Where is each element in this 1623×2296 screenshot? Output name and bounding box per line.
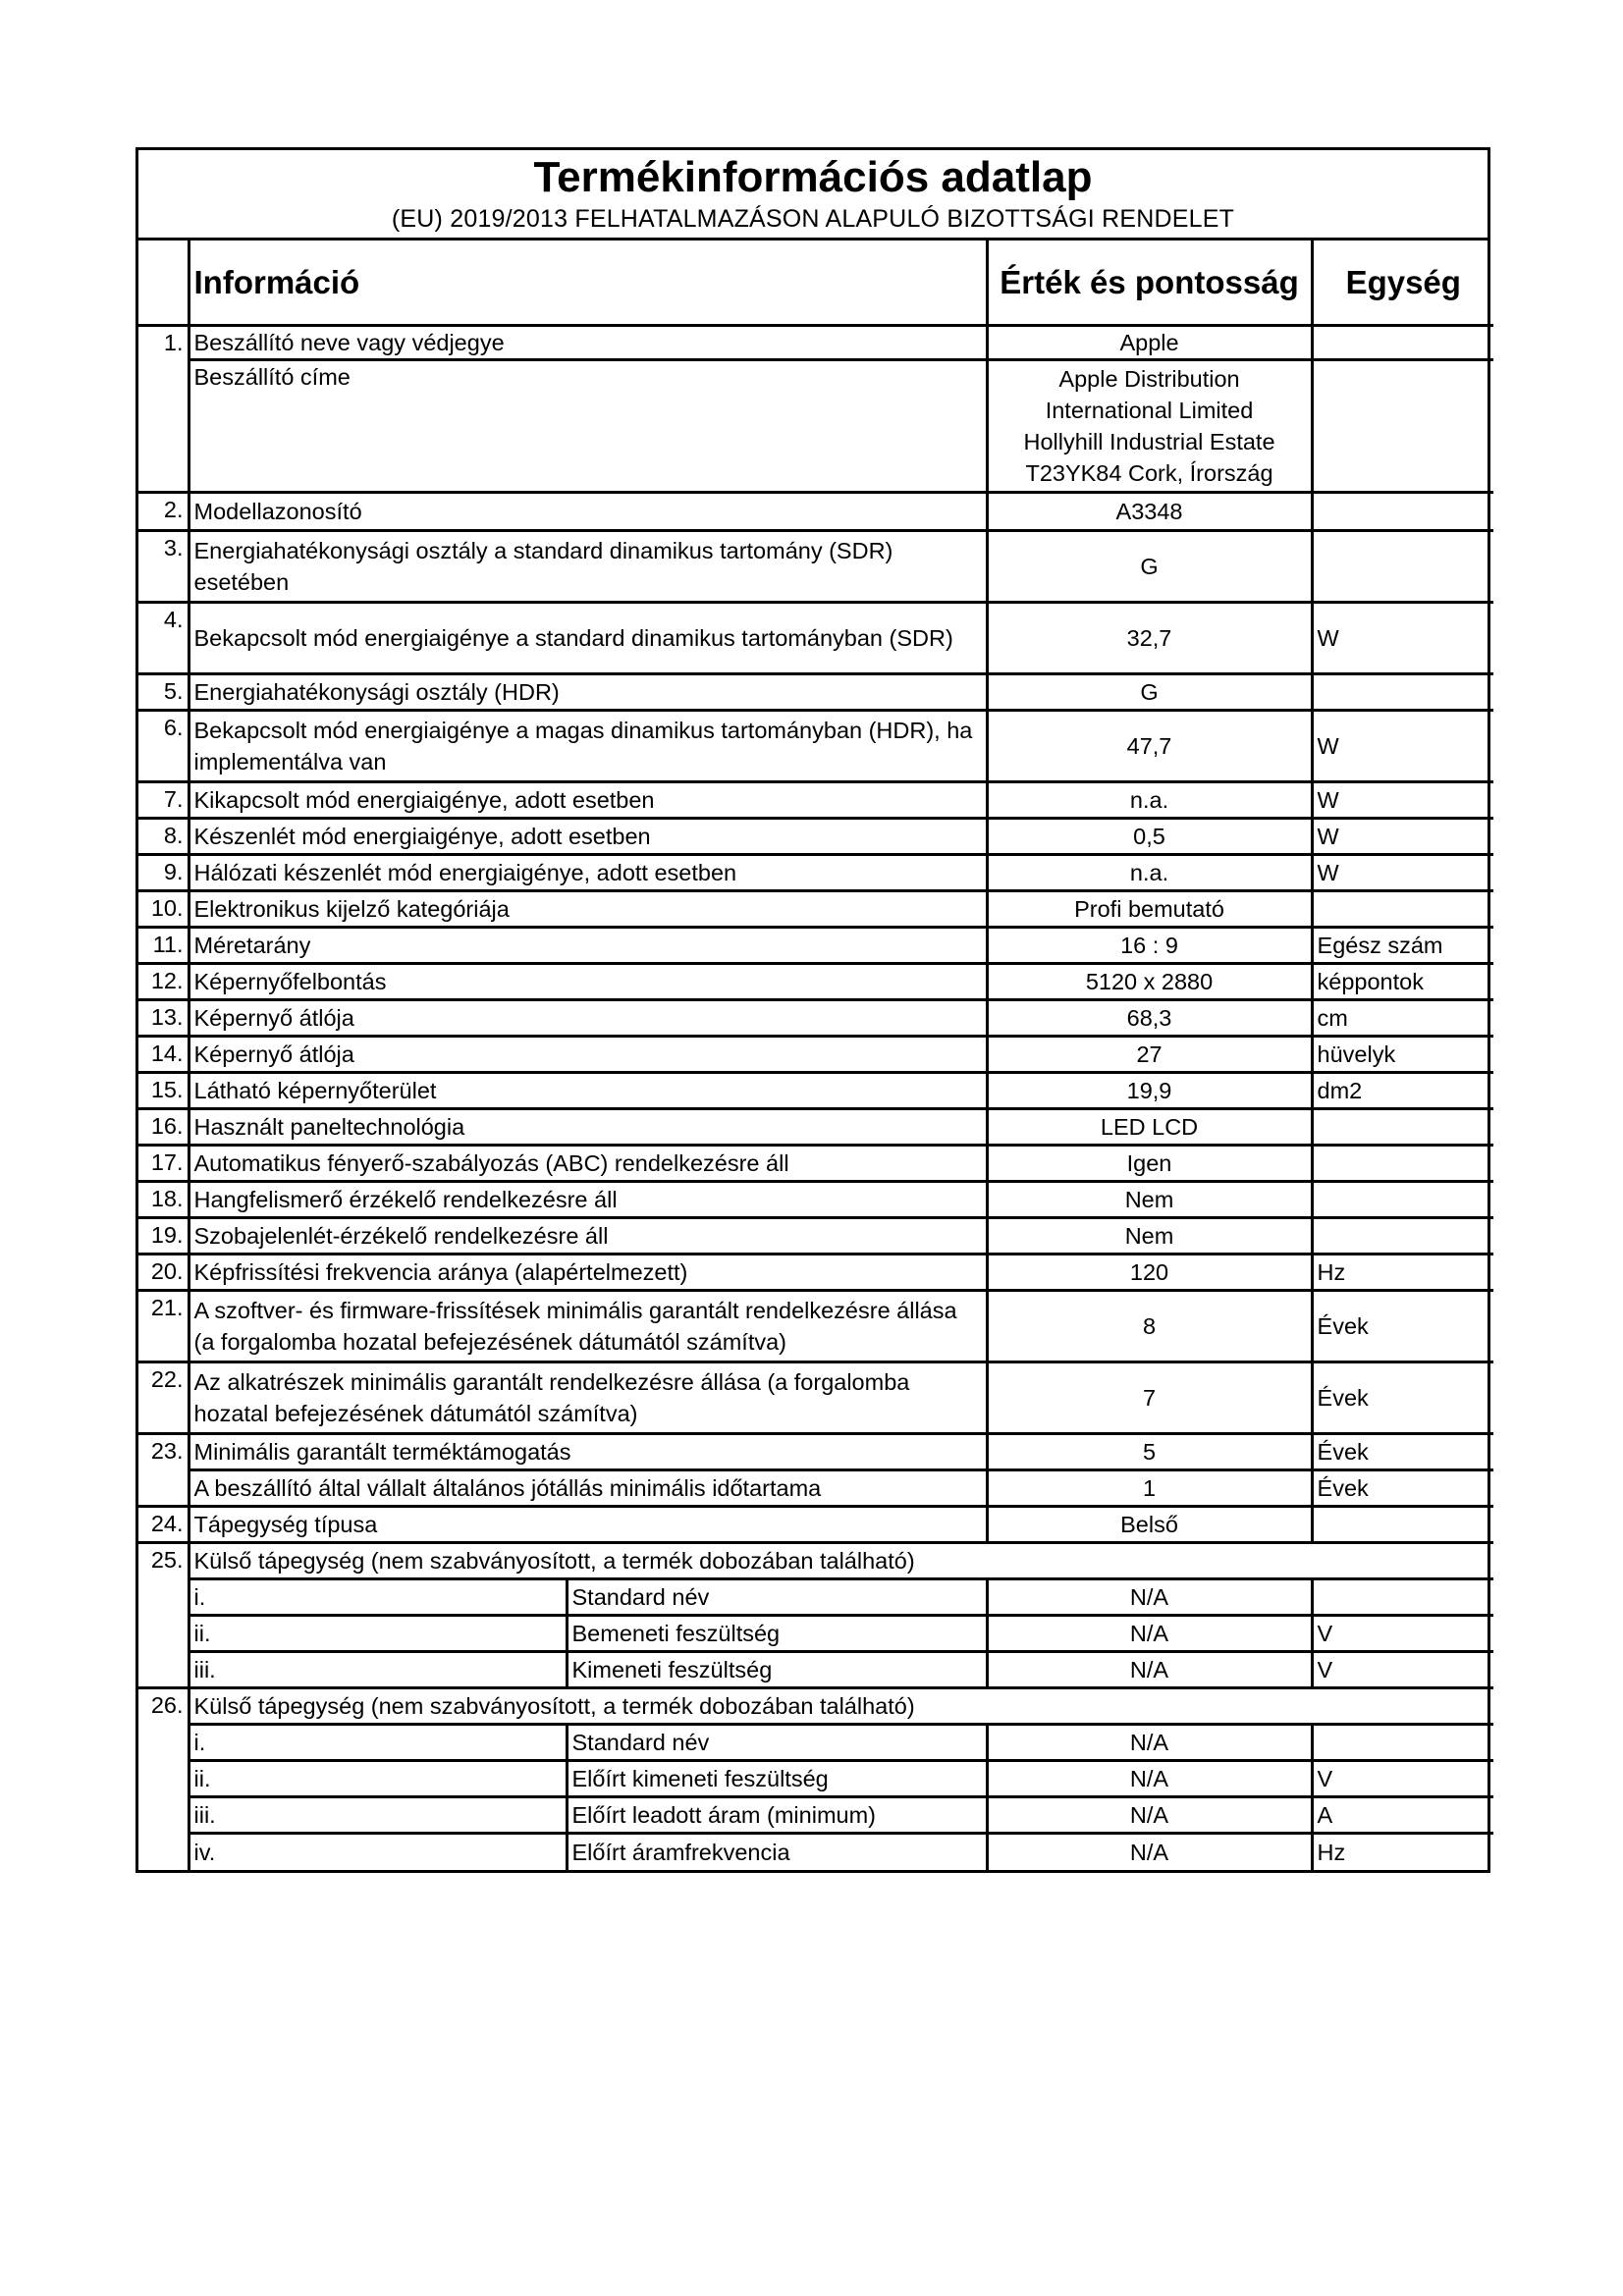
row-num: 11. bbox=[138, 928, 189, 964]
row-info: Modellazonosító bbox=[189, 493, 987, 531]
row-value: 68,3 bbox=[987, 1000, 1312, 1037]
table-row bbox=[138, 1470, 1493, 1507]
sub-unit: A bbox=[1312, 1797, 1493, 1834]
table-row bbox=[138, 1507, 1493, 1543]
row-value: 120 bbox=[987, 1255, 1312, 1291]
document-title: Termékinformációs adatlap bbox=[533, 153, 1093, 201]
row-unit: W bbox=[1312, 855, 1493, 891]
sub-row bbox=[138, 1761, 1493, 1797]
sub-label: Előírt kimeneti feszültség bbox=[567, 1761, 987, 1797]
row-value: Apple bbox=[987, 326, 1312, 360]
header-num bbox=[138, 240, 189, 326]
row-info: Beszállító neve vagy védjegye bbox=[189, 326, 987, 360]
row-unit: cm bbox=[1312, 1000, 1493, 1037]
section-title: Külső tápegység (nem szabványosított, a termék dobozában található) bbox=[189, 1543, 1493, 1579]
row-value: Profi bemutató bbox=[987, 891, 1312, 928]
row-num: 10. bbox=[138, 891, 189, 928]
sub-row bbox=[138, 1797, 1493, 1834]
row-num: 13. bbox=[138, 1000, 189, 1037]
row-value: 27 bbox=[987, 1037, 1312, 1073]
sub-label: Standard név bbox=[567, 1579, 987, 1616]
row-num-empty bbox=[138, 1725, 189, 1761]
row-num: 14. bbox=[138, 1037, 189, 1073]
row-info: Hálózati készenlét mód energiaigénye, adott esetben bbox=[189, 855, 987, 891]
row-num: 8. bbox=[138, 819, 189, 855]
row-num bbox=[138, 360, 189, 493]
row-num: 12. bbox=[138, 964, 189, 1000]
row-num: 15. bbox=[138, 1073, 189, 1109]
document-subtitle: (EU) 2019/2013 FELHATALMAZÁSON ALAPULÓ BIZOTTSÁGI RENDELET bbox=[391, 205, 1235, 233]
sub-label: Bemeneti feszültség bbox=[567, 1616, 987, 1652]
row-value: Nem bbox=[987, 1182, 1312, 1218]
table-header bbox=[138, 240, 1493, 326]
row-unit: Egész szám bbox=[1312, 928, 1493, 964]
sub-row bbox=[138, 1725, 1493, 1761]
info-table bbox=[138, 240, 1493, 1870]
row-num: 22. bbox=[138, 1362, 189, 1434]
row-num-empty bbox=[138, 1834, 189, 1870]
row-num: 24. bbox=[138, 1507, 189, 1543]
row-info: Szobajelenlét-érzékelő rendelkezésre áll bbox=[189, 1218, 987, 1255]
row-value: Nem bbox=[987, 1218, 1312, 1255]
row-num: 16. bbox=[138, 1109, 189, 1146]
product-information-sheet bbox=[135, 147, 1490, 1873]
row-unit bbox=[1312, 1182, 1493, 1218]
row-value: 0,5 bbox=[987, 819, 1312, 855]
sub-label: Előírt leadott áram (minimum) bbox=[567, 1797, 987, 1834]
table-row bbox=[138, 928, 1493, 964]
row-unit: Évek bbox=[1312, 1291, 1493, 1362]
sub-unit: V bbox=[1312, 1761, 1493, 1797]
row-unit: Hz bbox=[1312, 1255, 1493, 1291]
row-num: 18. bbox=[138, 1182, 189, 1218]
row-num: 2. bbox=[138, 493, 189, 531]
row-value: 5 bbox=[987, 1434, 1312, 1470]
row-num: 9. bbox=[138, 855, 189, 891]
row-unit: W bbox=[1312, 711, 1493, 782]
row-info: Minimális garantált terméktámogatás bbox=[189, 1434, 987, 1470]
row-info: Készenlét mód energiaigénye, adott esetben bbox=[189, 819, 987, 855]
row-value: A3348 bbox=[987, 493, 1312, 531]
table-row bbox=[138, 531, 1493, 603]
row-info: Képernyőfelbontás bbox=[189, 964, 987, 1000]
section-26-header bbox=[138, 1688, 1493, 1725]
row-num bbox=[138, 1470, 189, 1507]
row-info: Bekapcsolt mód energiaigénye a standard dinamikus tartományban (SDR) bbox=[189, 603, 987, 674]
row-info: Méretarány bbox=[189, 928, 987, 964]
sub-row bbox=[138, 1834, 1493, 1870]
table-row bbox=[138, 1182, 1493, 1218]
row-unit: képpontok bbox=[1312, 964, 1493, 1000]
table-row bbox=[138, 964, 1493, 1000]
section-25-header bbox=[138, 1543, 1493, 1579]
row-num: 23. bbox=[138, 1434, 189, 1470]
row-num: 7. bbox=[138, 782, 189, 819]
row-value: n.a. bbox=[987, 782, 1312, 819]
section-title: Külső tápegység (nem szabványosított, a termék dobozában található) bbox=[189, 1688, 1493, 1725]
table-row bbox=[138, 603, 1493, 674]
sub-unit: V bbox=[1312, 1652, 1493, 1688]
row-info: A beszállító által vállalt általános jótállás minimális időtartama bbox=[189, 1470, 987, 1507]
sub-index: ii. bbox=[189, 1616, 567, 1652]
row-info: Az alkatrészek minimális garantált rendelkezésre állása (a forgalomba hozatal befejezésének dátumától számítva) bbox=[189, 1362, 987, 1434]
row-num: 19. bbox=[138, 1218, 189, 1255]
row-value: n.a. bbox=[987, 855, 1312, 891]
row-num: 1. bbox=[138, 326, 189, 360]
row-num: 20. bbox=[138, 1255, 189, 1291]
row-info: A szoftver- és firmware-frissítések minimális garantált rendelkezésre állása (a forgalomba hozatal befejezésének dátumától számítva) bbox=[189, 1291, 987, 1362]
table-row bbox=[138, 1146, 1493, 1182]
row-info: Képfrissítési frekvencia aránya (alapértelmezett) bbox=[189, 1255, 987, 1291]
row-num: 25. bbox=[138, 1543, 189, 1579]
table-row bbox=[138, 493, 1493, 531]
row-unit: hüvelyk bbox=[1312, 1037, 1493, 1073]
row-num-empty bbox=[138, 1652, 189, 1688]
sub-index: i. bbox=[189, 1725, 567, 1761]
row-unit bbox=[1312, 1109, 1493, 1146]
row-unit bbox=[1312, 674, 1493, 711]
row-unit: Évek bbox=[1312, 1470, 1493, 1507]
row-num-empty bbox=[138, 1579, 189, 1616]
sub-index: ii. bbox=[189, 1761, 567, 1797]
table-row bbox=[138, 1434, 1493, 1470]
row-num-empty bbox=[138, 1761, 189, 1797]
row-value: 7 bbox=[987, 1362, 1312, 1434]
sub-row bbox=[138, 1616, 1493, 1652]
sub-value: N/A bbox=[987, 1652, 1312, 1688]
table-row bbox=[138, 326, 1493, 360]
sub-label: Standard név bbox=[567, 1725, 987, 1761]
row-info: Bekapcsolt mód energiaigénye a magas dinamikus tartományban (HDR), ha implementálva van bbox=[189, 711, 987, 782]
table-row bbox=[138, 360, 1493, 493]
row-value: 19,9 bbox=[987, 1073, 1312, 1109]
title-block bbox=[138, 150, 1488, 240]
row-unit bbox=[1312, 493, 1493, 531]
header-unit: Egység bbox=[1312, 240, 1493, 326]
table-row bbox=[138, 855, 1493, 891]
sub-label: Előírt áramfrekvencia bbox=[567, 1834, 987, 1870]
row-value: 1 bbox=[987, 1470, 1312, 1507]
row-num-empty bbox=[138, 1797, 189, 1834]
header-info: Információ bbox=[189, 240, 987, 326]
sub-row bbox=[138, 1652, 1493, 1688]
table-row bbox=[138, 711, 1493, 782]
header-value: Érték és pontosság bbox=[987, 240, 1312, 326]
table-row bbox=[138, 819, 1493, 855]
sub-index: iii. bbox=[189, 1652, 567, 1688]
row-info: Energiahatékonysági osztály a standard dinamikus tartomány (SDR) esetében bbox=[189, 531, 987, 603]
row-value: G bbox=[987, 531, 1312, 603]
table-row bbox=[138, 1037, 1493, 1073]
row-info: Hangfelismerő érzékelő rendelkezésre áll bbox=[189, 1182, 987, 1218]
row-num: 21. bbox=[138, 1291, 189, 1362]
row-value: 32,7 bbox=[987, 603, 1312, 674]
row-unit: Évek bbox=[1312, 1362, 1493, 1434]
table-row bbox=[138, 1255, 1493, 1291]
row-info: Automatikus fényerő-szabályozás (ABC) rendelkezésre áll bbox=[189, 1146, 987, 1182]
table-row bbox=[138, 1291, 1493, 1362]
sub-value: N/A bbox=[987, 1725, 1312, 1761]
row-unit: dm2 bbox=[1312, 1073, 1493, 1109]
sub-value: N/A bbox=[987, 1761, 1312, 1797]
sub-label: Kimeneti feszültség bbox=[567, 1652, 987, 1688]
row-value: Igen bbox=[987, 1146, 1312, 1182]
sub-value: N/A bbox=[987, 1834, 1312, 1870]
row-info: Képernyő átlója bbox=[189, 1000, 987, 1037]
sub-index: i. bbox=[189, 1579, 567, 1616]
sub-index: iii. bbox=[189, 1797, 567, 1834]
row-num: 4. bbox=[138, 603, 189, 674]
row-num: 17. bbox=[138, 1146, 189, 1182]
row-unit: W bbox=[1312, 819, 1493, 855]
sub-value: N/A bbox=[987, 1579, 1312, 1616]
table-row bbox=[138, 1362, 1493, 1434]
row-info: Használt paneltechnológia bbox=[189, 1109, 987, 1146]
row-num: 26. bbox=[138, 1688, 189, 1725]
row-unit: W bbox=[1312, 603, 1493, 674]
table-row bbox=[138, 1109, 1493, 1146]
table-row bbox=[138, 1000, 1493, 1037]
row-unit bbox=[1312, 1507, 1493, 1543]
sub-unit bbox=[1312, 1725, 1493, 1761]
row-unit: W bbox=[1312, 782, 1493, 819]
row-info: Elektronikus kijelző kategóriája bbox=[189, 891, 987, 928]
row-value: LED LCD bbox=[987, 1109, 1312, 1146]
row-info: Képernyő átlója bbox=[189, 1037, 987, 1073]
row-info: Látható képernyőterület bbox=[189, 1073, 987, 1109]
row-value: 8 bbox=[987, 1291, 1312, 1362]
row-info: Beszállító címe bbox=[189, 360, 987, 493]
row-value: 5120 x 2880 bbox=[987, 964, 1312, 1000]
sub-index: iv. bbox=[189, 1834, 567, 1870]
row-unit bbox=[1312, 1218, 1493, 1255]
sub-value: N/A bbox=[987, 1616, 1312, 1652]
supplier-address: Apple Distribution International Limited Hollyhill Industrial Estate T23YK84 Cork, Írország bbox=[987, 360, 1312, 493]
row-num: 5. bbox=[138, 674, 189, 711]
row-unit bbox=[1312, 1146, 1493, 1182]
table-row bbox=[138, 674, 1493, 711]
table-row bbox=[138, 782, 1493, 819]
row-info: Kikapcsolt mód energiaigénye, adott esetben bbox=[189, 782, 987, 819]
sub-value: N/A bbox=[987, 1797, 1312, 1834]
row-num-empty bbox=[138, 1616, 189, 1652]
table-row bbox=[138, 891, 1493, 928]
sub-unit: Hz bbox=[1312, 1834, 1493, 1870]
table-row bbox=[138, 1218, 1493, 1255]
sub-row bbox=[138, 1579, 1493, 1616]
row-unit: Évek bbox=[1312, 1434, 1493, 1470]
row-info: Tápegység típusa bbox=[189, 1507, 987, 1543]
row-unit bbox=[1312, 891, 1493, 928]
table-row bbox=[138, 1073, 1493, 1109]
row-unit bbox=[1312, 360, 1493, 493]
row-num: 3. bbox=[138, 531, 189, 603]
row-value: G bbox=[987, 674, 1312, 711]
row-value: 16 : 9 bbox=[987, 928, 1312, 964]
row-value: Belső bbox=[987, 1507, 1312, 1543]
row-value: 47,7 bbox=[987, 711, 1312, 782]
sub-unit: V bbox=[1312, 1616, 1493, 1652]
sub-unit bbox=[1312, 1579, 1493, 1616]
row-num: 6. bbox=[138, 711, 189, 782]
row-unit bbox=[1312, 326, 1493, 360]
row-info: Energiahatékonysági osztály (HDR) bbox=[189, 674, 987, 711]
row-unit bbox=[1312, 531, 1493, 603]
